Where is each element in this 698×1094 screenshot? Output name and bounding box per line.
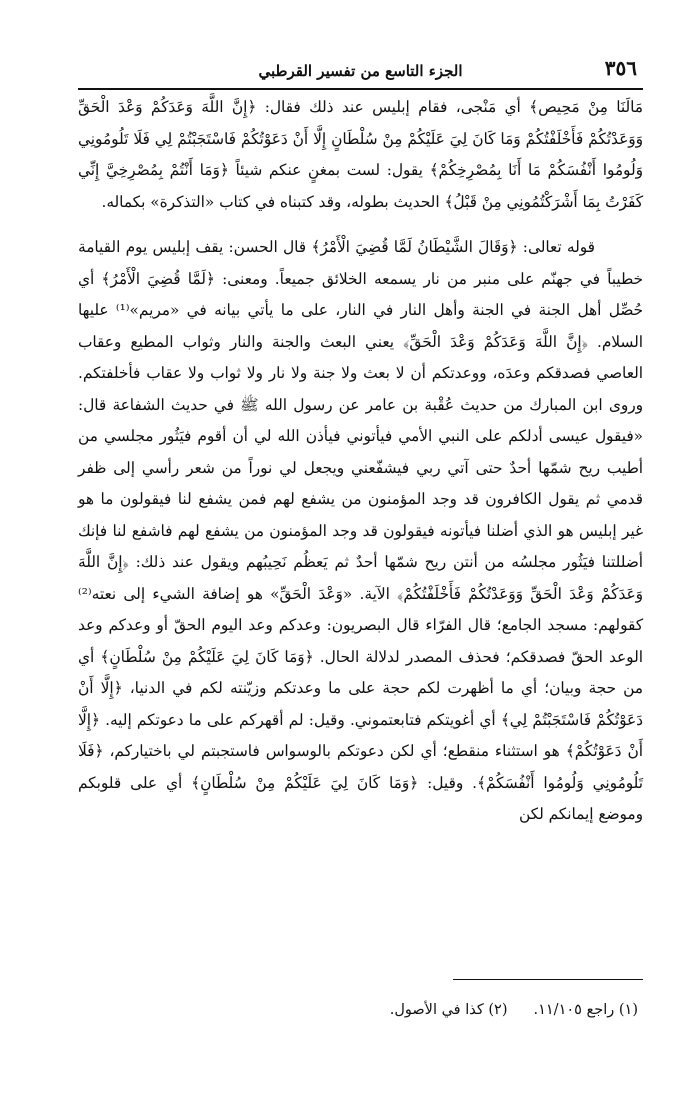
- footnotes: [78, 1002, 638, 1018]
- footnote-2: (٢) كذا في الأصول.: [389, 1002, 508, 1018]
- page-header: [78, 54, 643, 90]
- paragraph-2: قوله تعالى: ﴿وَقَالَ الشَّيْطَانُ لَمَّا قُضِيَ الْأَمْرُ﴾ قال الحسن: يقف إبليس يوم القيامة خطيباً في جهنّم على منبر من نار يسمعه الخلائق جميعاً. ومعنى: ﴿لَمَّا قُضِيَ الْأَمْرُ﴾ أي حُصِّل أهل الجنة في الجنة وأهل النار في النار، على ما يأتي بيانه في «مريم»⁽¹⁾ عليها السلام. ﴿إِنَّ اللَّهَ وَعَدَكُمْ وَعْدَ الْحَقِّ﴾ يعني البعث والجنة والنار وثواب المطيع وعقاب العاصي فصدقكم وعدَه، ووعدتكم أن لا بعث ولا جنة ولا نار ولا ثواب ولا عقاب فأخلفتكم. وروى ابن المبارك من حديث عُقْبة بن عامر عن رسول الله ﷺ في حديث الشفاعة قال: «فيقول عيسى أدلكم على النبي الأمي فيأتوني فيأذن الله لي أن أقوم فيَثُور مجلسي من أطيب ريح شمّها أحدٌ حتى آتي ربي فيشفّعني ويجعل لي نوراً من شعر رأسي إلى ظفر قدمي ثم يقول الكافرون قد وجد المؤمنون من يشفع لهم فمن يشفع لنا فيقولون ما هو غير إبليس هو الذي أضلنا فيأتونه فيقولون قد وجد المؤمنون من يشفع لهم فاشفع لنا فإنك أضللتنا فيَثُور مجلسُه من أنتن ريح شمّها أحدٌ ثم يَعظُم نَحِيبُهم ويقول عند ذلك: ﴿إِنَّ اللَّهَ وَعَدَكُمْ وَعْدَ الْحَقِّ وَوَعَدْتُكُمْ فَأَخْلَفْتُكُمْ﴾ الآية. «وَعْدَ الْحَقِّ» هو إضافة الشيء إلى نعته⁽²⁾ كقولهم: مسجد الجامع؛ قال الفرّاء قال البصريون: وعدكم وعد اليوم الحقّ أو وعدكم وعد الوعد الحقّ فصدقكم؛ فحذف المصدر لدلالة الحال. ﴿وَمَا كَانَ لِيَ عَلَيْكُمْ مِنْ سُلْطَانٍ﴾ أي من حجة وبيان؛ أي ما أظهرت لكم حجة على ما وعدتكم وزيّنته لكم في الدنيا، ﴿إِلَّا أَنْ دَعَوْتُكُمْ فَاسْتَجَبْتُمْ لِي﴾ أي أغويتكم فتابعتموني. وقيل: لم أقهركم على ما دعوتكم إليه. ﴿إِلَّا أَنْ دَعَوْتُكُمْ﴾ هو استثناء منقطع؛ أي لكن دعوتكم بالوسواس فاستجبتم لي باختياركم، ﴿فَلَا تَلُومُونِي وَلُومُوا أَنْفُسَكُمْ﴾. وقيل: ﴿وَمَا كَانَ لِيَ عَلَيْكُمْ مِنْ سُلْطَانٍ﴾ أي على قلوبكم وموضع إيمانكم لكن: [78, 238, 644, 823]
- body-text: [78, 92, 643, 831]
- page-number: ٣٥٦: [604, 56, 637, 80]
- footnote-1: (١) راجع ١١/١٠٥.: [533, 1002, 638, 1018]
- footnote-divider: [453, 979, 643, 980]
- paragraph-1: مَالَنَا مِنْ مَحِيص﴾ أي مَنْجى، فقام إبليس عند ذلك فقال: ﴿إِنَّ اللَّهَ وَعَدَكُمْ وَعْدَ الْحَقِّ وَوَعَدْتُكُمْ فَأَخْلَفْتُكُمْ وَمَا كَانَ لِيَ عَلَيْكُمْ مِنْ سُلْطَانٍ إِلَّا أَنْ دَعَوْتُكُمْ فَاسْتَجَبْتُمْ لِي فَلَا تَلُومُونِي وَلُومُوا أَنْفُسَكُمْ مَا أَنَا بِمُصْرِخِكُمْ﴾ يقول: لست بمغنٍ عنكم شيئاً ﴿وَمَا أَنْتُمْ بِمُصْرِخِيَّ إِنِّي كَفَرْتُ بِمَا أَشْرَكْتُمُونِي مِنْ قَبْلُ﴾ الحديث بطوله، وقد كتبناه في كتاب «التذكرة» بكماله.: [78, 98, 643, 211]
- running-title: الجزء التاسع من تفسير القرطبي: [258, 62, 463, 80]
